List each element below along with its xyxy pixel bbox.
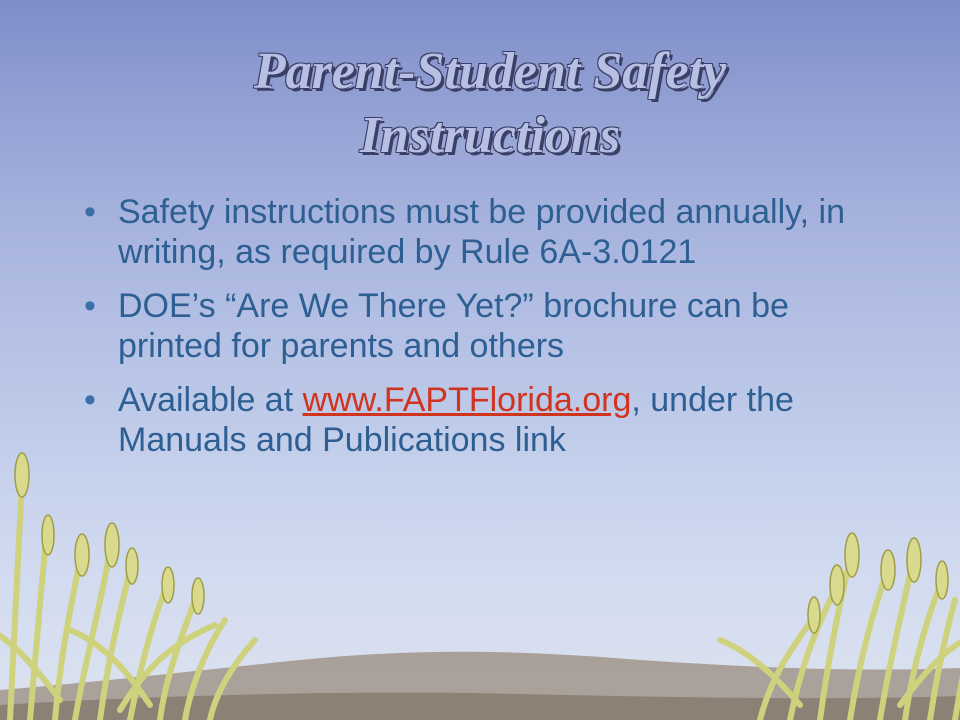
- bullet-icon: •: [84, 381, 96, 419]
- fapt-florida-link[interactable]: www.FAPTFlorida.org: [302, 381, 632, 419]
- bullet-item: [84, 380, 884, 460]
- bullet-text: Safety instructions must be provided annually, in writing, as required by Rule 6A-3.0121: [118, 193, 845, 271]
- bullet-item: [84, 192, 884, 272]
- bullet-icon: •: [84, 287, 96, 325]
- bullet-text-suffix: , under the Manuals and Publications link: [118, 381, 794, 459]
- bullet-list: [84, 192, 884, 474]
- slide-title: Parent-Student Safety Instructions: [253, 43, 727, 164]
- bullet-text-prefix: Available at: [118, 381, 303, 419]
- bullet-text: DOE’s “Are We There Yet?” brochure can be printed for parents and others: [118, 287, 789, 365]
- bullet-icon: •: [84, 193, 96, 231]
- bullet-item: [84, 286, 884, 366]
